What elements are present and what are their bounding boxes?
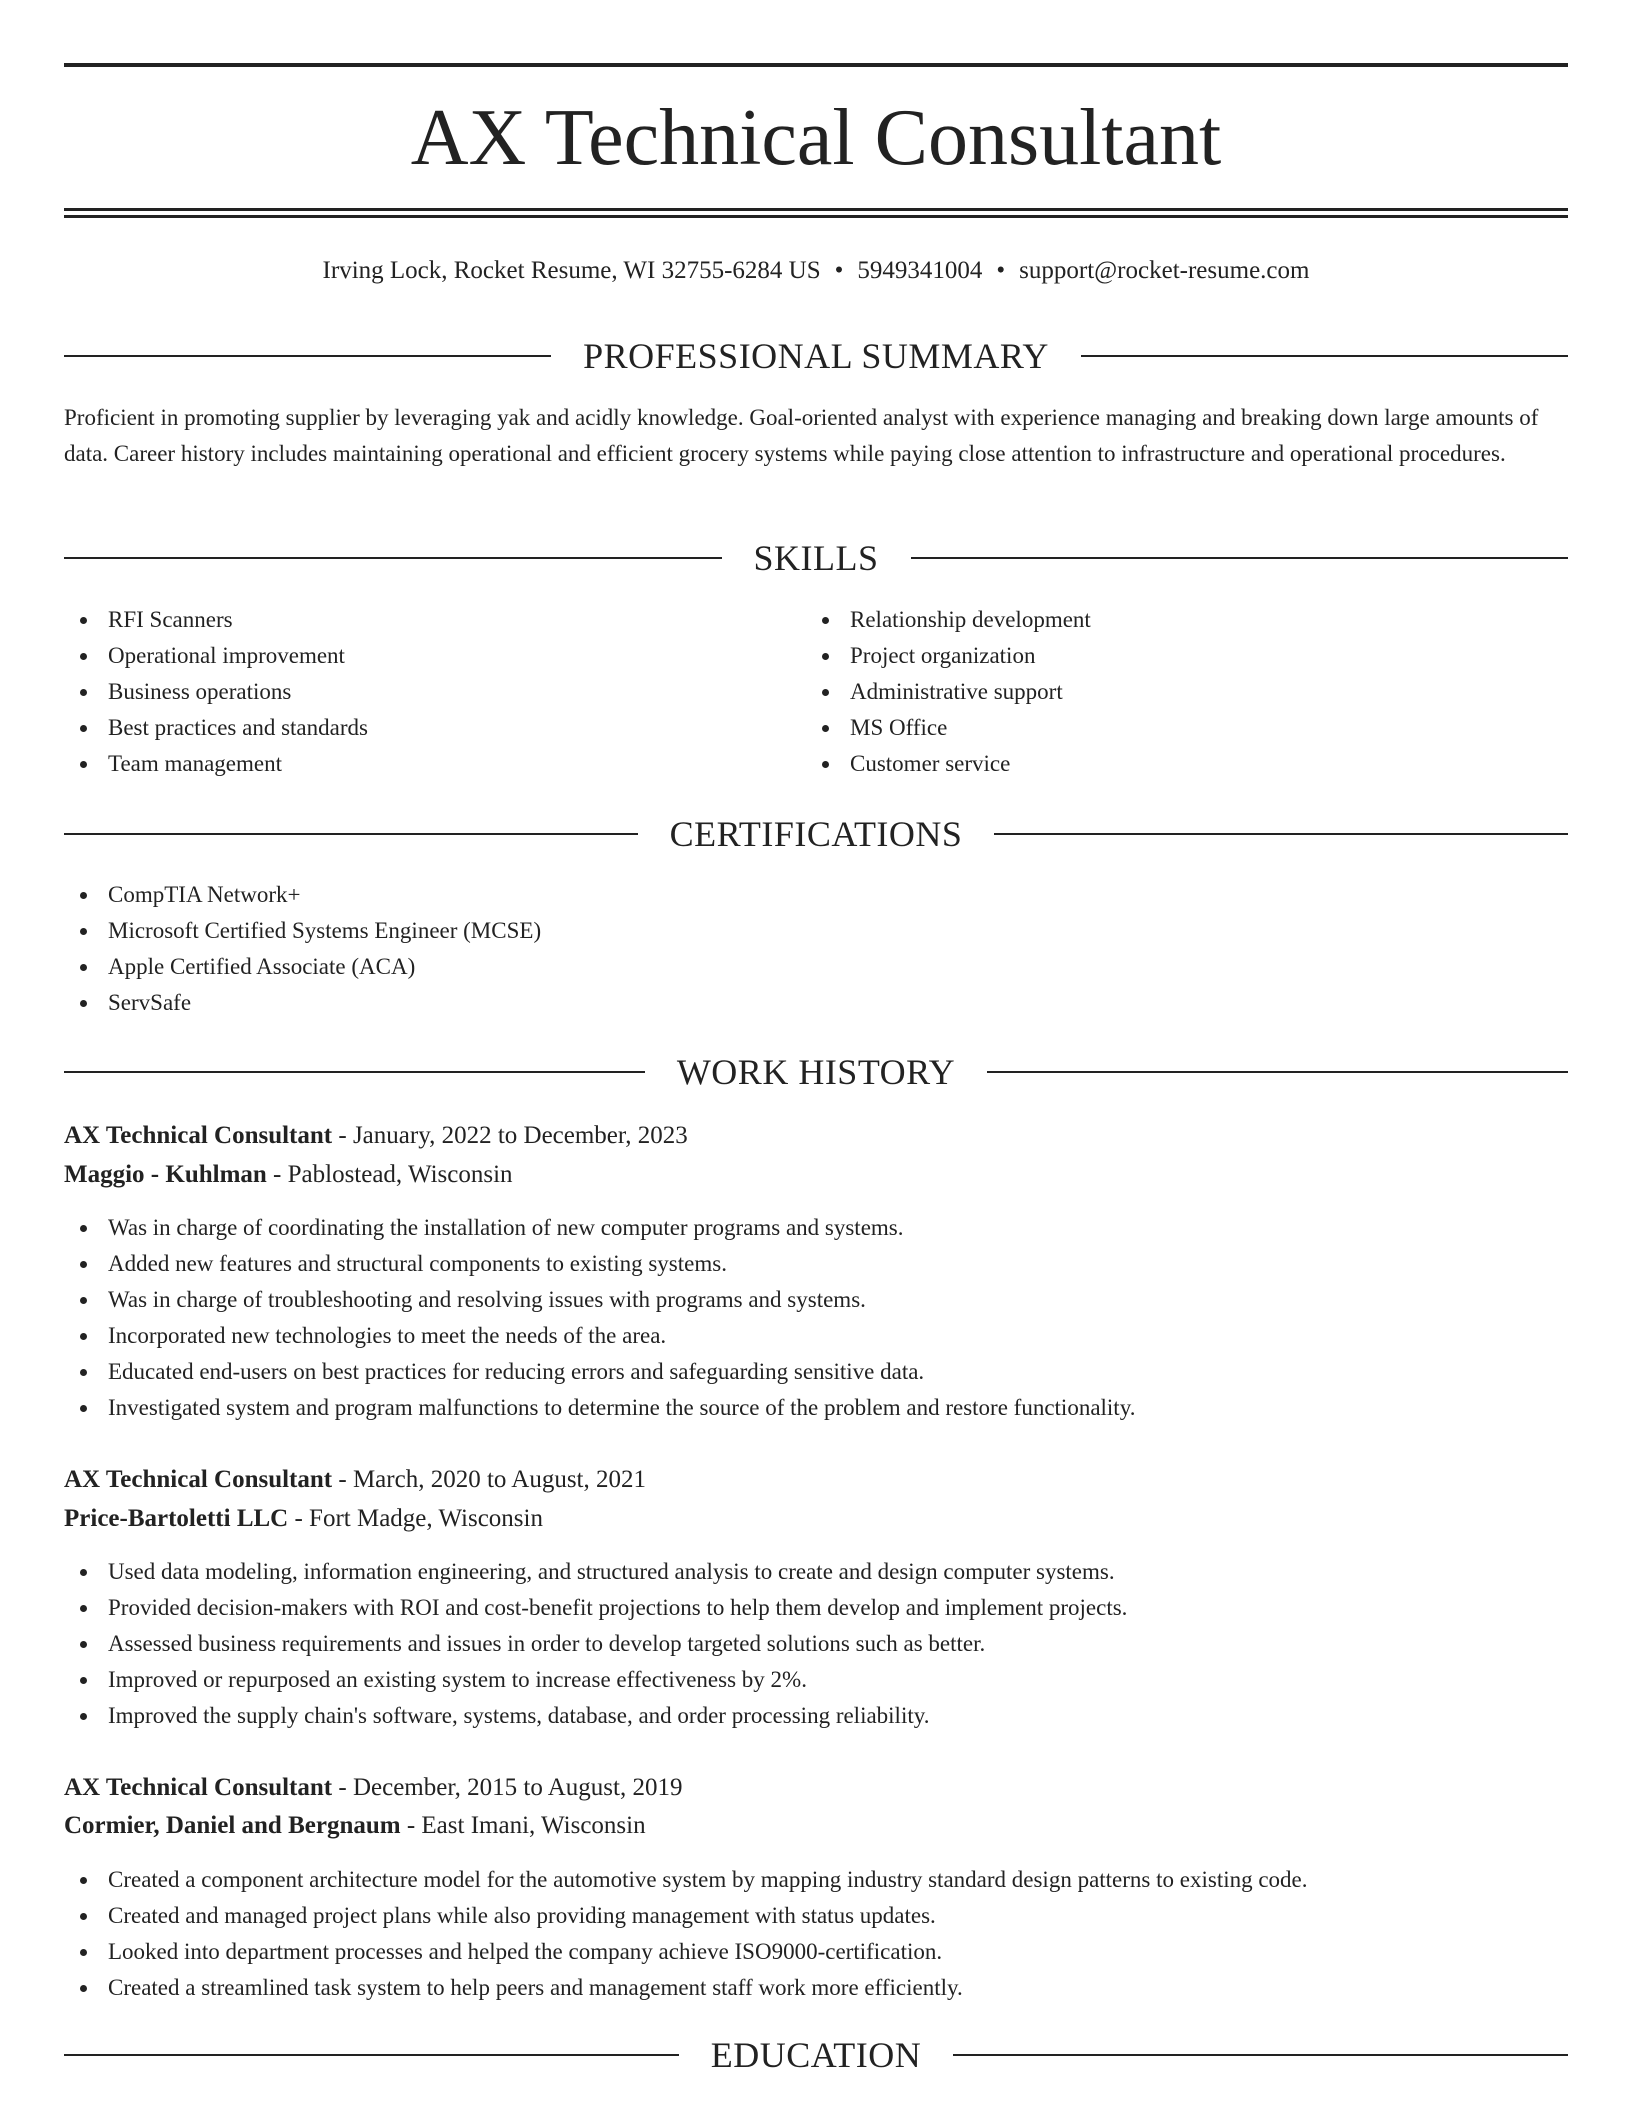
job-bullet: Created a component architecture model for the automotive system by mapping industry standard design patterns to existing code. (64, 1862, 1568, 1898)
skills-list-right (806, 602, 1546, 782)
job-location: - East Imani, Wisconsin (400, 1812, 646, 1839)
job-bullet: Improved the supply chain's software, systems, database, and order processing reliability. (64, 1698, 1568, 1734)
job-company: Maggio - Kuhlman (64, 1161, 267, 1188)
skill-item: Operational improvement (64, 638, 804, 674)
skill-item: MS Office (806, 710, 1546, 746)
heading-rule (994, 833, 1568, 835)
job-title: AX Technical Consultant (64, 1122, 333, 1149)
job-company-line (64, 1808, 1568, 1844)
job-bullet: Used data modeling, information engineering, and structured analysis to create and design computer systems. (64, 1554, 1568, 1590)
resume-name: AX Technical Consultant (410, 94, 1222, 182)
job-bullet: Incorporated new technologies to meet the needs of the area. (64, 1318, 1568, 1354)
job-title: AX Technical Consultant (64, 1774, 333, 1801)
heading-rule (64, 1071, 645, 1073)
heading-rule (987, 1071, 1568, 1073)
header-rule-lower (64, 215, 1568, 218)
job-dates: - January, 2022 to December, 2023 (332, 1122, 688, 1149)
section-heading-certifications (64, 812, 1568, 856)
certification-item: ServSafe (64, 985, 1568, 1021)
job-bullet: Created a streamlined task system to help peers and management staff work more efficiently. (64, 1970, 1568, 2006)
job-company: Price-Bartoletti LLC (64, 1505, 289, 1532)
heading-rule (1081, 355, 1568, 357)
certification-item: Microsoft Certified Systems Engineer (MCSE) (64, 913, 1568, 949)
job-bullet: Added new features and structural components to existing systems. (64, 1246, 1568, 1282)
job-bullet: Created and managed project plans while also providing management with status updates. (64, 1898, 1568, 1934)
certification-item: CompTIA Network+ (64, 877, 1568, 913)
heading-rule (64, 833, 638, 835)
job-bullet: Assessed business requirements and issues in order to develop targeted solutions such as better. (64, 1626, 1568, 1662)
skill-item: Best practices and standards (64, 710, 804, 746)
job-dates: - December, 2015 to August, 2019 (332, 1774, 683, 1801)
section-title: EDUCATION (710, 2035, 922, 2075)
summary-text: Proficient in promoting supplier by leveraging yak and acidly knowledge. Goal-oriented analyst with experience managing and breaking down large amounts of data. Career history includes maintaining operational and efficient grocery systems while paying close attention to infrastructure and operational procedures. (64, 405, 1539, 466)
job-location: - Fort Madge, Wisconsin (288, 1505, 543, 1532)
job-dates: - March, 2020 to August, 2021 (332, 1466, 646, 1493)
section-heading-summary (64, 334, 1568, 378)
heading-rule (911, 557, 1569, 559)
skill-item: Customer service (806, 746, 1546, 782)
job-bullet: Was in charge of troubleshooting and resolving issues with programs and systems. (64, 1282, 1568, 1318)
contact-email: support@rocket-resume.com (1019, 257, 1310, 284)
section-heading-education (64, 2033, 1568, 2077)
certification-item: Apple Certified Associate (ACA) (64, 949, 1568, 985)
section-heading-work-history (64, 1050, 1568, 1094)
job-bullet: Improved or repurposed an existing system to increase effectiveness by 2%. (64, 1662, 1568, 1698)
job-bullets (64, 1554, 1568, 1734)
section-title: CERTIFICATIONS (669, 814, 963, 854)
contact-address: Irving Lock, Rocket Resume, WI 32755-6284 US (322, 257, 821, 284)
skill-item: RFI Scanners (64, 602, 804, 638)
header-rule-upper (64, 208, 1568, 211)
skill-item: Project organization (806, 638, 1546, 674)
contact-separator: • (834, 257, 844, 284)
certifications-list (64, 877, 1568, 1021)
job-title-line (64, 1770, 1568, 1806)
job-bullet: Looked into department processes and helped the company achieve ISO9000-certification. (64, 1934, 1568, 1970)
job-location: - Pablostead, Wisconsin (266, 1161, 513, 1188)
job-bullet: Provided decision-makers with ROI and cost-benefit projections to help them develop and implement projects. (64, 1590, 1568, 1626)
heading-rule (64, 557, 722, 559)
heading-rule (953, 2054, 1568, 2056)
skills-list-left (64, 602, 804, 782)
job-bullet: Investigated system and program malfunctions to determine the source of the problem and restore functionality. (64, 1390, 1568, 1426)
job-title-line (64, 1118, 1568, 1154)
job-company-line (64, 1501, 1568, 1537)
contact-phone: 5949341004 (857, 257, 983, 284)
contact-line (64, 255, 1568, 287)
skill-item: Relationship development (806, 602, 1546, 638)
job-company-line (64, 1157, 1568, 1193)
job-company: Cormier, Daniel and Bergnaum (64, 1812, 401, 1839)
skill-item: Team management (64, 746, 804, 782)
job-title-line (64, 1462, 1568, 1498)
job-title: AX Technical Consultant (64, 1466, 333, 1493)
heading-rule (64, 2054, 679, 2056)
contact-separator: • (996, 257, 1006, 284)
top-rule (64, 63, 1568, 67)
section-title: PROFESSIONAL SUMMARY (583, 336, 1049, 376)
job-bullets (64, 1210, 1568, 1426)
skill-item: Administrative support (806, 674, 1546, 710)
section-title: SKILLS (753, 538, 879, 578)
job-bullet: Was in charge of coordinating the installation of new computer programs and systems. (64, 1210, 1568, 1246)
job-bullets (64, 1862, 1568, 2006)
job-bullet: Educated end-users on best practices for reducing errors and safeguarding sensitive data. (64, 1354, 1568, 1390)
section-heading-skills (64, 536, 1568, 580)
heading-rule (64, 355, 551, 357)
section-title: WORK HISTORY (676, 1052, 956, 1092)
skill-item: Business operations (64, 674, 804, 710)
